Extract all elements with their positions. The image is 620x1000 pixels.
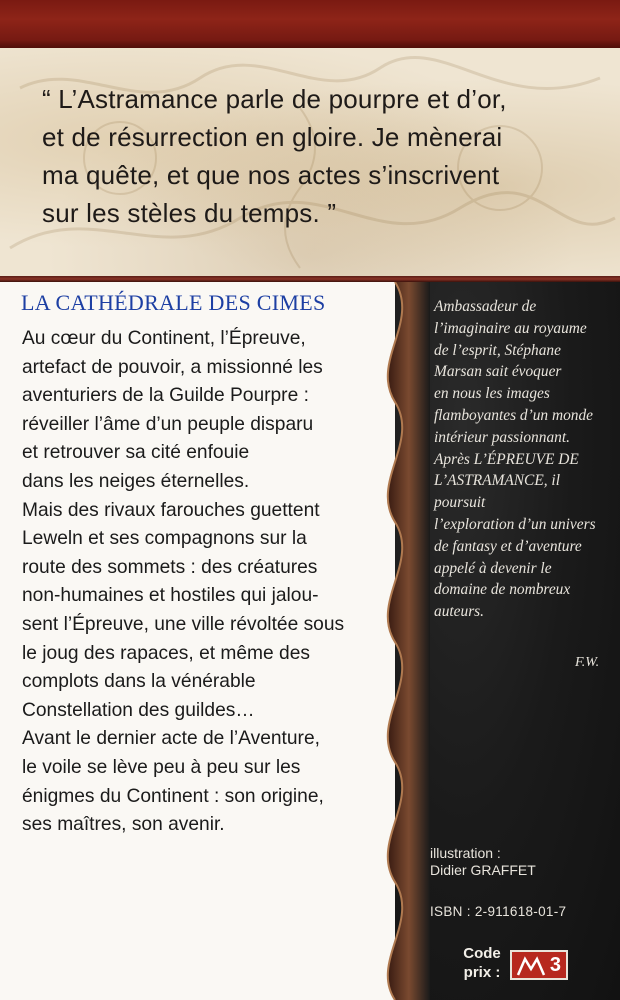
illustration-credit xyxy=(430,845,536,879)
quote-line: “ L’Astramance parle de pourpre et d’or, xyxy=(42,84,507,114)
synopsis-line: Constellation des guildes… xyxy=(22,699,255,721)
price-code-label xyxy=(458,944,506,982)
synopsis-line: Avant le dernier acte de l’Aventure, xyxy=(22,728,320,750)
bio-line: de l’esprit, Stéphane xyxy=(434,341,561,359)
bio-line: Marsan sait évoquer xyxy=(434,363,562,381)
synopsis-line: réveiller l’âme d’un peuple disparu xyxy=(22,413,314,435)
price-code-label-line: Code xyxy=(463,945,501,962)
synopsis-line: complots dans la vénérable xyxy=(22,671,256,693)
quote-line: ma quête, et que nos actes s’inscrivent xyxy=(42,160,500,190)
synopsis-line: le joug des rapaces, et même des xyxy=(22,642,310,664)
synopsis-text xyxy=(22,325,382,840)
synopsis-line: Mais des rivaux farouches guettent xyxy=(22,499,320,521)
bio-line: l’exploration d’un univers xyxy=(434,515,596,533)
synopsis-line: énigmes du Continent : son origine, xyxy=(22,785,324,807)
synopsis-line: route des sommets : des créatures xyxy=(22,556,318,578)
bio-line: appelé à devenir le xyxy=(434,559,552,577)
synopsis-line: non-humaines et hostiles qui jalou- xyxy=(22,585,319,607)
synopsis-line: artefact de pouvoir, a missionné les xyxy=(22,356,323,378)
bio-line: de fantasy et d’aventure xyxy=(434,537,582,555)
epigraph-quote xyxy=(42,80,602,232)
bio-signature: F.W. xyxy=(575,655,600,670)
synopsis-line: ses maîtres, son avenir. xyxy=(22,814,225,836)
bio-line: Ambassadeur de xyxy=(434,298,537,315)
synopsis-line: Au cœur du Continent, l’Épreuve, xyxy=(22,328,306,349)
quote-line: et de résurrection en gloire. Je mènerai xyxy=(42,122,503,152)
quote-line: sur les stèles du temps. ” xyxy=(42,198,337,228)
isbn-number: ISBN : 2-911618-01-7 xyxy=(430,904,567,919)
top-red-band xyxy=(0,0,620,48)
illustrator-name: Didier GRAFFET xyxy=(430,862,536,878)
bio-line: intérieur passionnant. xyxy=(434,428,570,446)
publisher-logo-icon xyxy=(516,955,546,977)
section-title: LA CATHÉDRALE DES CIMES xyxy=(21,290,326,315)
synopsis-line: et retrouver sa cité enfouie xyxy=(22,442,250,464)
synopsis-line: dans les neiges éternelles. xyxy=(22,470,250,492)
bio-line: l’imaginaire au royaume xyxy=(434,319,587,337)
bio-line: en nous les images xyxy=(434,385,550,403)
bio-line: domaine de nombreux xyxy=(434,581,571,599)
synopsis-line: sent l’Épreuve, une ville révoltée sous xyxy=(22,613,345,635)
author-bio xyxy=(434,296,614,623)
synopsis-line: Leweln et ses compagnons sur la xyxy=(22,528,307,550)
bio-line: flamboyantes d’un monde xyxy=(434,406,594,424)
synopsis-line: aventuriers de la Guilde Pourpre : xyxy=(22,385,309,407)
bio-line: auteurs. xyxy=(434,603,485,621)
synopsis-line: le voile se lève peu à peu sur les xyxy=(22,756,301,778)
price-code-label-line: prix : xyxy=(463,964,501,981)
bio-line: Après L’ÉPREUVE DE xyxy=(434,450,579,468)
price-code-value: 3 xyxy=(549,954,561,976)
illustration-label: illustration : xyxy=(430,845,501,861)
bio-line: L’ASTRAMANCE, il poursuit xyxy=(434,472,560,512)
price-code-badge xyxy=(510,950,568,980)
